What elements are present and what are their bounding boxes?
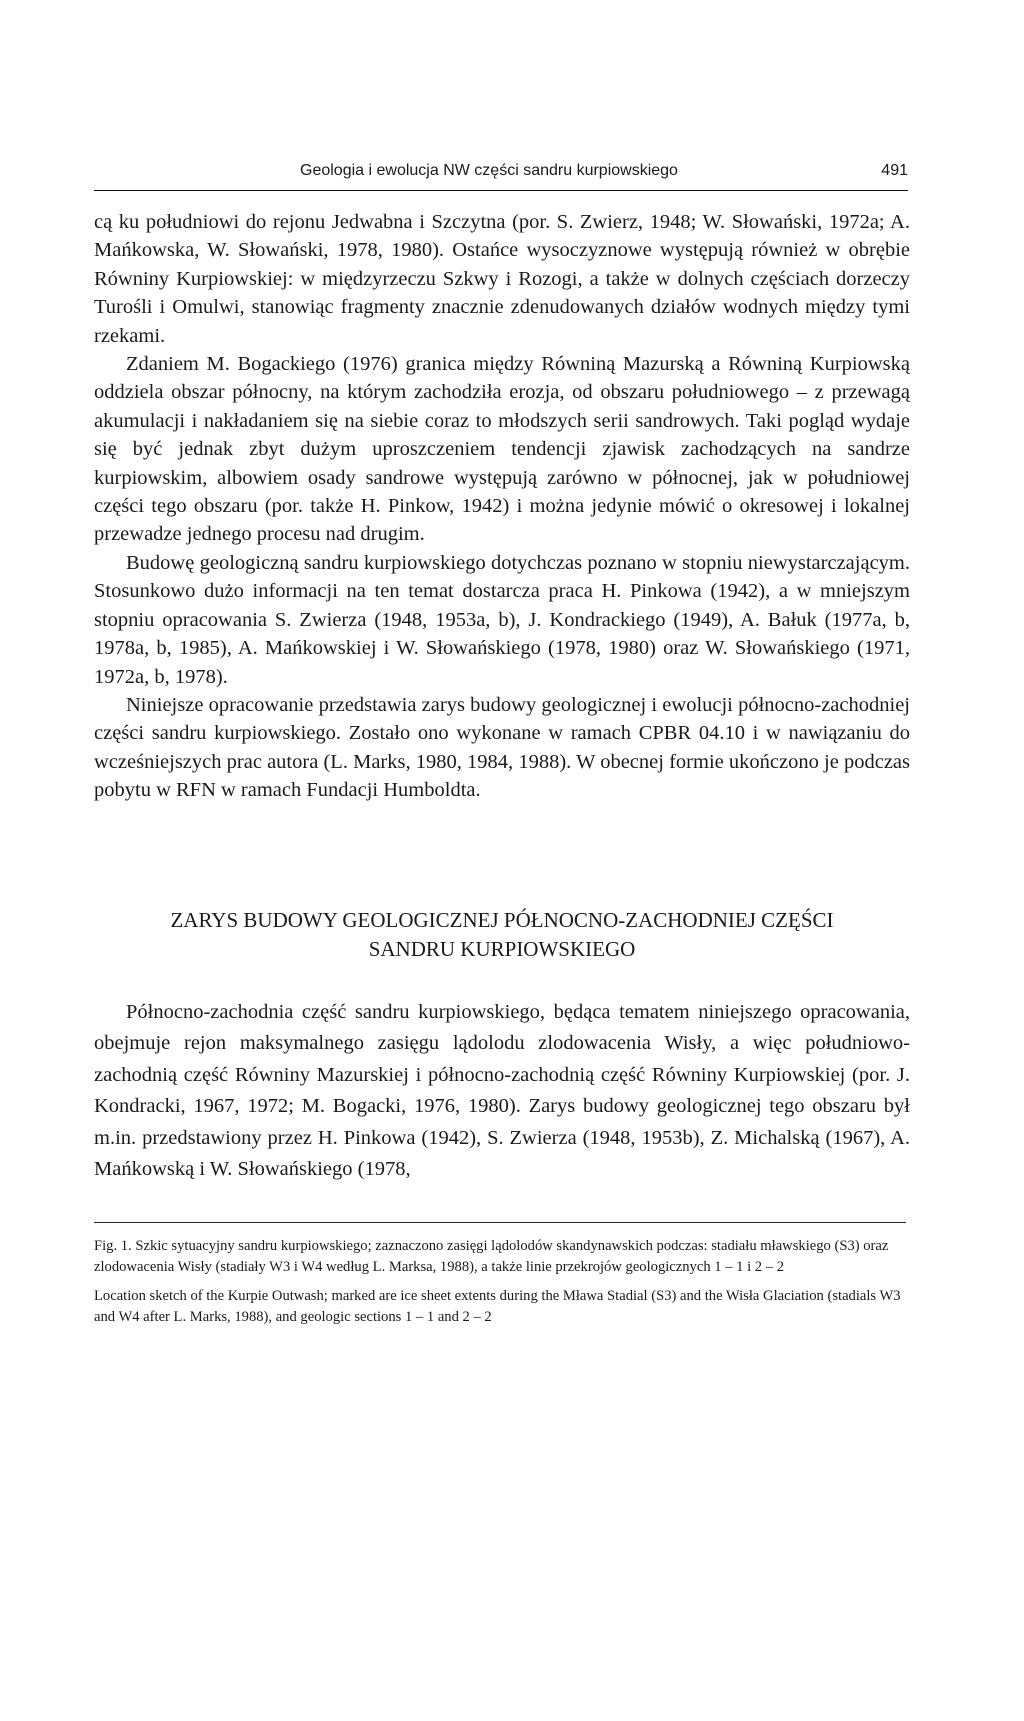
figure-caption-polish: Fig. 1. Szkic sytuacyjny sandru kurpiowskiego; zaznaczono zasięgi lądolodów skandynawskich podczas: stadiału mławskiego (S3) oraz zlodowacenia Wisły (stadiały W3 i W4 według L. Marksa, 1988), a także linie przekrojów geologicznych 1 – 1 i 2 – 2 <box>94 1238 889 1275</box>
header-rule <box>94 190 908 191</box>
caption-rule <box>94 1222 906 1223</box>
paragraph-previous-research: Budowę geologiczną sandru kurpiowskiego dotychczas poznano w stopniu niewystarczającym. Stosunkowo dużo informacji na ten temat dostarcza praca H. Pinkowa (1942), a w mniejszym stopniu opracowania S. Zwierza (1948, 1953a, b), J. Kondrackiego (1949), A. Bałuk (1977a, b, 1978a, b, 1985), A. Mańkowskiej i W. Słowańskiego (1978, 1980) oraz W. Słowańskiego (1971, 1972a, b, 1978). <box>94 551 910 688</box>
running-title: Geologia i ewolucja NW części sandru kurpiowskiego <box>300 162 678 179</box>
section-heading-line-2: SANDRU KURPIOWSKIEGO <box>368 937 636 961</box>
paragraph-study-scope: Niniejsze opracowanie przedstawia zarys budowy geologicznej i ewolucji północno-zachodniej części sandru kurpiowskiego. Zostało ono wykonane w ramach CPBR 04.10 i w nawiązaniu do wcześniejszych prac autora (L. Marks, 1980, 1984, 1988). W obecnej formie ukończono je podczas pobytu w RFN w ramach Fundacji Humboldta. <box>94 693 910 802</box>
section-heading <box>94 906 910 964</box>
paragraph-bogacki: Zdaniem M. Bogackiego (1976) granica między Równiną Mazurską a Równiną Kurpiowską oddziela obszar północny, na którym zachodziła erozja, od obszaru południowego – z przewagą akumulacji i nakładaniem się na siebie coraz to młodszych serii sandrowych. Taki pogląd wydaje się być jednak zbyt dużym uproszczeniem tendencji zjawisk zachodzących na sandrze kurpiowskim, albowiem osady sandrowe występują zarówno w północnej, jak w południowej części tego obszaru (por. także H. Pinkow, 1942) i można jedynie mówić o okresowej i lokalnej przewadze jednego procesu nad drugim. <box>94 353 910 546</box>
section-body <box>94 997 910 1185</box>
paragraph-continued: cą ku południowi do rejonu Jedwabna i Szczytna (por. S. Zwierz, 1948; W. Słowański, 1972a; A. Mańkowska, W. Słowański, 1978, 1980). Ostańce wysoczyznowe występują również w obrębie Równiny Kurpiowskiej: w międzyrzeczu Szkwy i Rozogi, a także w dolnych częściach dorzeczy Turośli i Omulwi, stanowiąc fragmenty znacznie zdenudowanych działów wodnych między tymi rzekami. <box>94 211 910 347</box>
section-heading-line-1: ZARYS BUDOWY GEOLOGICZNEJ PÓŁNOCNO-ZACHODNIEJ CZĘŚCI <box>170 908 834 932</box>
section-paragraph: Północno-zachodnia część sandru kurpiowskiego, będąca tematem niniejszego opracowania, obejmuje rejon maksymalnego zasięgu lądolodu zlodowacenia Wisły, a więc południowo-zachodnią część Równiny Mazurskiej i północno-zachodnią część Równiny Kurpiowskiej (por. J. Kondracki, 1967, 1972; M. Bogacki, 1976, 1980). Zarys budowy geologicznej tego obszaru był m.in. przedstawiony przez H. Pinkowa (1942), S. Zwierza (1948, 1953b), Z. Michalską (1967), A. Mańkowską i W. Słowańskiego (1978, <box>94 1001 910 1181</box>
body-text <box>94 208 910 805</box>
page-number: 491 <box>881 162 908 179</box>
figure-captions <box>94 1236 910 1327</box>
figure-caption-english: Location sketch of the Kurpie Outwash; marked are ice sheet extents during the Mława Stadial (S3) and the Wisła Glaciation (stadials W3 and W4 after L. Marks, 1988), and geologic sections 1 – 1 and 2 – 2 <box>94 1288 901 1325</box>
